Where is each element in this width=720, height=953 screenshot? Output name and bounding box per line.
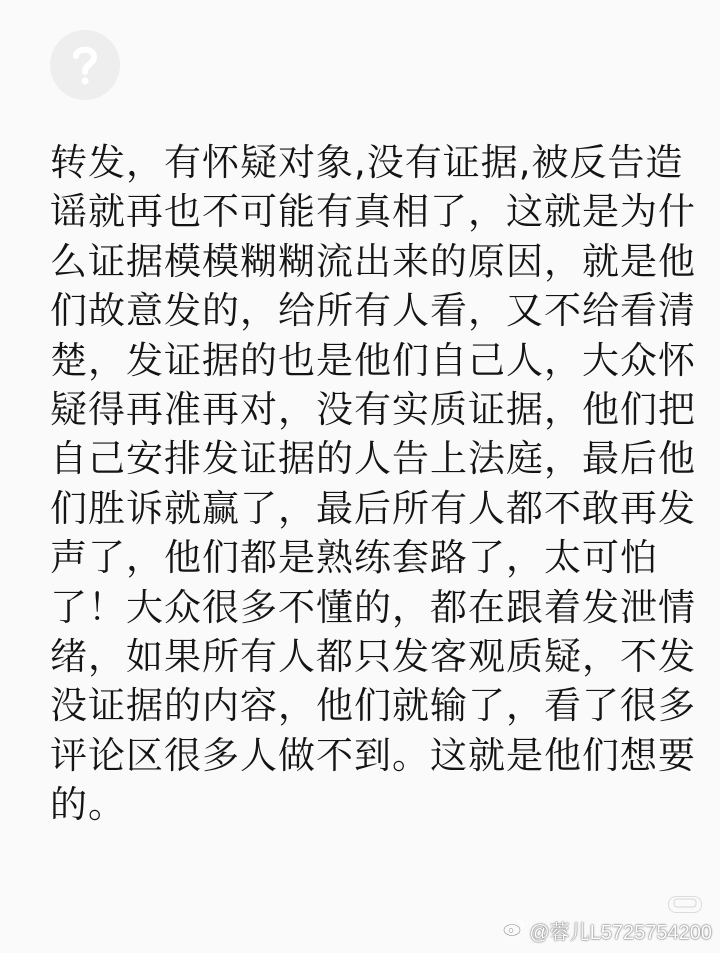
post-text-line: 自己安排发证据的人告上法庭，最后他 — [50, 437, 696, 481]
post-text-line: 们胜诉就赢了，最后所有人都不敢再发 — [50, 486, 696, 530]
post-text-line: 绪，如果所有人都只发客观质疑，不发 — [50, 634, 696, 678]
faint-stamp — [668, 896, 702, 913]
post-text-line: 评论区很多人做不到。这就是他们想要 — [50, 733, 696, 777]
weibo-logo-icon — [503, 919, 525, 942]
post-text-line: 转发，有怀疑对象,没有证据,被反告造 — [50, 141, 684, 184]
stamp-mark-icon — [673, 898, 697, 908]
post-text-line: 没证据的内容，他们就输了，看了很多 — [50, 684, 696, 728]
post-text-line: 声了，他们都是熟练套路了，太可怕 — [50, 536, 658, 580]
question-mark-icon — [68, 43, 102, 87]
post-text-line: 谣就再也不可能有真相了，这就是为什 — [50, 190, 696, 234]
post-text-line: 疑得再准再对，没有实质证据，他们把 — [50, 387, 696, 431]
watermark — [503, 916, 712, 945]
post-body — [50, 138, 696, 829]
watermark-text: @蓉儿L5725754200 — [529, 922, 712, 944]
avatar — [50, 30, 120, 100]
post-text-line: 了！大众很多不懂的，都在跟着发泄情 — [50, 585, 696, 629]
post-text-line: 们故意发的，给所有人看，又不给看清 — [50, 289, 696, 333]
post-text-line: 么证据模模糊糊流出来的原因，就是他 — [50, 239, 696, 283]
post-text-line: 楚，发证据的也是他们自己人，大众怀 — [50, 338, 696, 382]
post-text-line: 的。 — [50, 783, 126, 827]
